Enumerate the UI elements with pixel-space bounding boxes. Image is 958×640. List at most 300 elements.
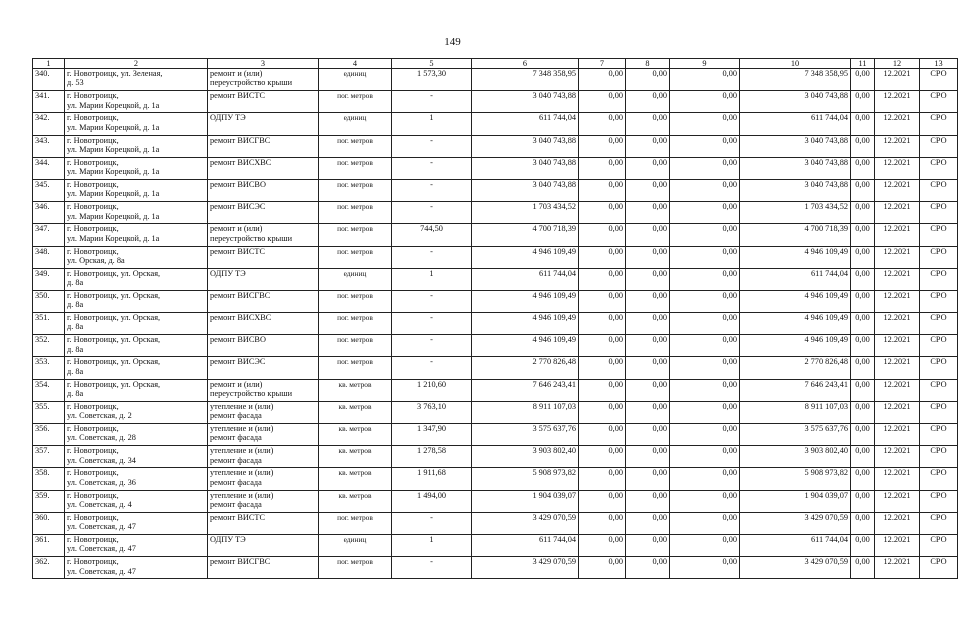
cost-col11: 0,00 [855, 224, 870, 234]
funding-source: СРО [930, 290, 947, 300]
unit-cell [319, 202, 392, 224]
unit: единиц [343, 534, 367, 544]
unit: пог. метров [337, 290, 373, 300]
deadline-cell [875, 290, 920, 312]
address-cell [65, 468, 208, 490]
deadline-cell [875, 179, 920, 201]
cost-col9: 0,00 [722, 179, 737, 189]
cost-col11: 0,00 [855, 135, 870, 145]
unit-cell [319, 313, 392, 335]
quantity: - [430, 91, 433, 101]
cost-col7: 0,00 [608, 157, 623, 167]
cost-col7: 0,00 [608, 268, 623, 278]
quantity-cell [392, 379, 472, 401]
cost-col8-cell [626, 113, 670, 135]
total-cost-cell [472, 246, 579, 268]
cost-col7: 0,00 [608, 490, 623, 500]
work-type-line: утепление и (или) [210, 468, 274, 478]
work-type-line: ремонт ВИСВО [210, 179, 266, 189]
work-type-line: переустройство крыши [210, 78, 293, 88]
cost-col8-cell [626, 69, 670, 91]
address-line: д. 8а [67, 344, 84, 354]
cost-col11-cell [851, 557, 875, 579]
address-line: г. Новотроицк, [67, 401, 119, 411]
table-row [33, 357, 958, 379]
address-line: ул. Советская, д. 28 [67, 433, 136, 443]
row-number-cell [33, 424, 65, 446]
quantity-cell [392, 512, 472, 534]
total-cost-cell [472, 379, 579, 401]
row-number-cell [33, 490, 65, 512]
unit: пог. метров [337, 246, 373, 256]
address-line: г. Новотроицк, [67, 468, 119, 478]
table-row [33, 313, 958, 335]
total-cost-cell [472, 157, 579, 179]
funding-source: СРО [930, 246, 947, 256]
quantity: - [430, 512, 433, 522]
address-line: ул. Советская, д. 47 [67, 522, 136, 532]
total-cost-cell [472, 557, 579, 579]
funding-source-cell [920, 179, 958, 201]
deadline: 12.2021 [883, 69, 911, 78]
unit: единиц [343, 69, 367, 78]
cost-col8-cell [626, 512, 670, 534]
work-type-line: утепление и (или) [210, 490, 274, 500]
unit-cell [319, 91, 392, 113]
cost-col9: 0,00 [722, 113, 737, 123]
row-number: 357. [35, 446, 50, 456]
cost-col10: 611 744,04 [810, 113, 848, 123]
cost-col8: 0,00 [652, 91, 667, 101]
quantity: 1 [429, 113, 434, 123]
column-number: 3 [208, 59, 319, 69]
address-line: д. 8а [67, 278, 84, 288]
unit: кв. метров [338, 468, 372, 478]
row-number: 358. [35, 468, 50, 478]
funding-source: СРО [930, 113, 947, 123]
deadline: 12.2021 [883, 379, 911, 389]
cost-col7: 0,00 [608, 512, 623, 522]
work-type-line: ремонт ВИСГВС [210, 135, 271, 145]
cost-col10: 8 911 107,03 [804, 401, 848, 411]
total-cost-cell [472, 290, 579, 312]
deadline-cell [875, 534, 920, 556]
quantity: 1 494,00 [416, 490, 447, 500]
address-cell [65, 446, 208, 468]
cost-col9: 0,00 [722, 424, 737, 433]
table-row [33, 379, 958, 401]
cost-col7-cell [579, 268, 626, 290]
deadline: 12.2021 [883, 179, 911, 189]
quantity-cell [392, 113, 472, 135]
cost-col10-cell [740, 313, 851, 335]
cost-col11-cell [851, 313, 875, 335]
row-number-cell [33, 202, 65, 224]
work-type-line: ОДПУ ТЭ [210, 113, 246, 123]
cost-col9: 0,00 [722, 135, 737, 145]
cost-col11-cell [851, 179, 875, 201]
cost-col9-cell [670, 113, 740, 135]
total-cost: 7 348 358,95 [532, 69, 576, 78]
deadline-cell [875, 335, 920, 357]
unit: кв. метров [338, 424, 372, 433]
cost-col7-cell [579, 290, 626, 312]
cost-col7-cell [579, 91, 626, 113]
cost-col9-cell [670, 512, 740, 534]
cost-col11-cell [851, 113, 875, 135]
address-cell [65, 157, 208, 179]
cost-col9: 0,00 [722, 290, 737, 300]
row-number-cell [33, 157, 65, 179]
deadline-cell [875, 91, 920, 113]
cost-col10-cell [740, 113, 851, 135]
cost-col7-cell [579, 69, 626, 91]
cost-col10: 7 348 358,95 [804, 69, 848, 78]
unit: кв. метров [338, 379, 372, 389]
quantity-cell [392, 268, 472, 290]
deadline: 12.2021 [883, 224, 911, 234]
total-cost-cell [472, 179, 579, 201]
row-number-cell [33, 534, 65, 556]
cost-col11: 0,00 [855, 401, 870, 411]
cost-col10-cell [740, 379, 851, 401]
cost-col7-cell [579, 424, 626, 446]
address-line: д. 53 [67, 78, 84, 88]
unit: кв. метров [338, 446, 372, 456]
cost-col9: 0,00 [722, 224, 737, 234]
cost-col10: 611 744,04 [810, 534, 848, 544]
unit: пог. метров [337, 179, 373, 189]
funding-source: СРО [930, 357, 947, 367]
cost-col10-cell [740, 268, 851, 290]
table-row [33, 335, 958, 357]
cost-col11-cell [851, 490, 875, 512]
deadline: 12.2021 [883, 357, 911, 367]
cost-col7-cell [579, 179, 626, 201]
cost-col9: 0,00 [722, 490, 737, 500]
unit-cell [319, 224, 392, 246]
unit-cell [319, 512, 392, 534]
address-line: ул. Советская, д. 36 [67, 477, 136, 487]
row-number-cell [33, 224, 65, 246]
work-type-cell [208, 512, 319, 534]
quantity: - [430, 313, 433, 323]
cost-col9: 0,00 [722, 379, 737, 389]
page-number: 149 [444, 36, 461, 48]
cost-col10: 3 040 743,88 [804, 135, 848, 145]
total-cost-cell [472, 224, 579, 246]
work-type-cell [208, 135, 319, 157]
unit-cell [319, 69, 392, 91]
cost-col7-cell [579, 224, 626, 246]
work-type-cell [208, 357, 319, 379]
funding-source-cell [920, 202, 958, 224]
work-type-cell [208, 468, 319, 490]
cost-col11-cell [851, 335, 875, 357]
unit: пог. метров [337, 91, 373, 101]
funding-source-cell [920, 246, 958, 268]
cost-col10-cell [740, 157, 851, 179]
cost-col8-cell [626, 357, 670, 379]
cost-col10-cell [740, 490, 851, 512]
table-row [33, 490, 958, 512]
unit-cell [319, 490, 392, 512]
cost-col11: 0,00 [855, 69, 870, 78]
cost-col8: 0,00 [652, 202, 667, 212]
cost-col9-cell [670, 179, 740, 201]
cost-col9: 0,00 [722, 446, 737, 456]
cost-col11-cell [851, 534, 875, 556]
total-cost: 3 903 802,40 [532, 446, 576, 456]
work-type-line: переустройство крыши [210, 389, 293, 399]
address-cell [65, 424, 208, 446]
table-row [33, 446, 958, 468]
cost-col9: 0,00 [722, 91, 737, 101]
quantity-cell [392, 357, 472, 379]
funding-source-cell [920, 113, 958, 135]
cost-col10: 4 946 109,49 [804, 246, 848, 256]
work-type-line: ремонт ВИСТС [210, 512, 266, 522]
total-cost: 3 040 743,88 [532, 135, 576, 145]
cost-col8: 0,00 [652, 357, 667, 367]
total-cost-cell [472, 135, 579, 157]
cost-col7: 0,00 [608, 202, 623, 212]
address-line: г. Новотроицк, [67, 224, 119, 234]
work-type-cell [208, 202, 319, 224]
cost-col8: 0,00 [652, 313, 667, 323]
unit-cell [319, 401, 392, 423]
cost-col8-cell [626, 401, 670, 423]
total-cost: 3 575 637,76 [532, 424, 576, 433]
cost-col8-cell [626, 557, 670, 579]
cost-col8: 0,00 [652, 224, 667, 234]
total-cost: 4 946 109,49 [532, 246, 576, 256]
row-number-cell [33, 91, 65, 113]
work-type-line: ремонт фасада [210, 455, 262, 465]
address-line: ул. Марии Корецкой, д. 1а [67, 100, 160, 110]
work-type-cell [208, 113, 319, 135]
address-line: г. Новотроицк, ул. Орская, [67, 268, 161, 278]
unit: пог. метров [337, 512, 373, 522]
unit-cell [319, 179, 392, 201]
column-number: 6 [472, 59, 579, 69]
total-cost: 611 744,04 [538, 534, 576, 544]
row-number: 343. [35, 135, 50, 145]
cost-col9-cell [670, 534, 740, 556]
row-number: 354. [35, 379, 50, 389]
cost-col11: 0,00 [855, 557, 870, 567]
cost-col9-cell [670, 246, 740, 268]
cost-col11-cell [851, 446, 875, 468]
address-line: д. 8а [67, 300, 84, 310]
cost-col10: 3 429 070,59 [804, 512, 848, 522]
address-line: г. Новотроицк, [67, 534, 119, 544]
work-type-cell [208, 268, 319, 290]
row-number: 359. [35, 490, 50, 500]
unit-cell [319, 379, 392, 401]
address-cell [65, 202, 208, 224]
cost-col10-cell [740, 290, 851, 312]
cost-col7: 0,00 [608, 113, 623, 123]
address-cell [65, 135, 208, 157]
cost-col9: 0,00 [722, 357, 737, 367]
deadline: 12.2021 [883, 91, 911, 101]
total-cost-cell [472, 446, 579, 468]
row-number: 352. [35, 335, 50, 345]
row-number: 349. [35, 268, 50, 278]
capital-repair-table [32, 58, 958, 579]
address-line: д. 8а [67, 366, 84, 376]
cost-col7-cell [579, 534, 626, 556]
funding-source-cell [920, 69, 958, 91]
address-cell [65, 490, 208, 512]
unit-cell [319, 424, 392, 446]
total-cost: 611 744,04 [538, 113, 576, 123]
row-number: 360. [35, 512, 50, 522]
quantity-cell [392, 468, 472, 490]
address-cell [65, 290, 208, 312]
table-row [33, 69, 958, 91]
unit: пог. метров [337, 557, 373, 567]
table-row [33, 401, 958, 423]
address-line: ул. Советская, д. 47 [67, 566, 136, 576]
unit-cell [319, 290, 392, 312]
work-type-cell [208, 224, 319, 246]
deadline: 12.2021 [883, 313, 911, 323]
work-type-cell [208, 534, 319, 556]
work-type-line: утепление и (или) [210, 446, 274, 456]
cost-col10-cell [740, 446, 851, 468]
funding-source-cell [920, 268, 958, 290]
work-type-cell [208, 557, 319, 579]
row-number-cell [33, 512, 65, 534]
cost-col9: 0,00 [722, 246, 737, 256]
deadline-cell [875, 557, 920, 579]
cost-col11-cell [851, 69, 875, 91]
funding-source-cell [920, 157, 958, 179]
funding-source: СРО [930, 468, 947, 478]
deadline: 12.2021 [883, 424, 911, 433]
cost-col9-cell [670, 357, 740, 379]
cost-col8: 0,00 [652, 290, 667, 300]
unit: пог. метров [337, 224, 373, 234]
cost-col8-cell [626, 224, 670, 246]
cost-col7: 0,00 [608, 135, 623, 145]
cost-col10-cell [740, 91, 851, 113]
column-number: 7 [579, 59, 626, 69]
column-number: 9 [670, 59, 740, 69]
deadline-cell [875, 490, 920, 512]
cost-col7-cell [579, 357, 626, 379]
deadline-cell [875, 135, 920, 157]
cost-col7: 0,00 [608, 468, 623, 478]
unit-cell [319, 534, 392, 556]
cost-col8: 0,00 [652, 268, 667, 278]
column-number: 1 [33, 59, 65, 69]
cost-col8: 0,00 [652, 157, 667, 167]
address-cell [65, 401, 208, 423]
row-number: 346. [35, 202, 50, 212]
cost-col7: 0,00 [608, 424, 623, 433]
funding-source: СРО [930, 401, 947, 411]
cost-col7-cell [579, 202, 626, 224]
total-cost: 3 429 070,59 [532, 557, 576, 567]
deadline: 12.2021 [883, 401, 911, 411]
cost-col9: 0,00 [722, 69, 737, 78]
deadline: 12.2021 [883, 157, 911, 167]
row-number-cell [33, 401, 65, 423]
address-line: г. Новотроицк, [67, 135, 119, 145]
cost-col9: 0,00 [722, 512, 737, 522]
cost-col11-cell [851, 424, 875, 446]
deadline: 12.2021 [883, 113, 911, 123]
row-number: 341. [35, 91, 50, 101]
cost-col8: 0,00 [652, 135, 667, 145]
cost-col11-cell [851, 224, 875, 246]
quantity: - [430, 357, 433, 367]
address-cell [65, 224, 208, 246]
unit-cell [319, 135, 392, 157]
row-number-cell [33, 290, 65, 312]
total-cost: 3 040 743,88 [532, 91, 576, 101]
row-number: 355. [35, 401, 50, 411]
cost-col7-cell [579, 246, 626, 268]
address-line: г. Новотроицк, [67, 424, 119, 433]
cost-col7: 0,00 [608, 335, 623, 345]
funding-source: СРО [930, 490, 947, 500]
cost-col11: 0,00 [855, 512, 870, 522]
funding-source-cell [920, 424, 958, 446]
deadline-cell [875, 401, 920, 423]
cost-col10-cell [740, 202, 851, 224]
cost-col8: 0,00 [652, 446, 667, 456]
cost-col10-cell [740, 512, 851, 534]
total-cost: 5 908 973,82 [532, 468, 576, 478]
cost-col9-cell [670, 313, 740, 335]
deadline: 12.2021 [883, 534, 911, 544]
work-type-cell [208, 379, 319, 401]
deadline-cell [875, 379, 920, 401]
row-number: 342. [35, 113, 50, 123]
cost-col9-cell [670, 202, 740, 224]
cost-col7: 0,00 [608, 290, 623, 300]
cost-col8: 0,00 [652, 424, 667, 433]
cost-col9-cell [670, 157, 740, 179]
row-number-cell [33, 446, 65, 468]
cost-col10: 1 904 039,07 [804, 490, 848, 500]
quantity: - [430, 202, 433, 212]
cost-col11: 0,00 [855, 357, 870, 367]
deadline: 12.2021 [883, 512, 911, 522]
total-cost-cell [472, 534, 579, 556]
address-cell [65, 69, 208, 91]
quantity-cell [392, 224, 472, 246]
address-cell [65, 268, 208, 290]
cost-col10-cell [740, 135, 851, 157]
cost-col9-cell [670, 379, 740, 401]
work-type-line: ремонт и (или) [210, 69, 263, 78]
address-cell [65, 313, 208, 335]
row-number: 350. [35, 290, 50, 300]
quantity: 1 911,68 [417, 468, 446, 478]
cost-col10-cell [740, 179, 851, 201]
quantity: 1 210,60 [416, 379, 447, 389]
cost-col8-cell [626, 335, 670, 357]
funding-source-cell [920, 534, 958, 556]
unit-cell [319, 468, 392, 490]
row-number: 362. [35, 557, 50, 567]
work-type-cell [208, 179, 319, 201]
